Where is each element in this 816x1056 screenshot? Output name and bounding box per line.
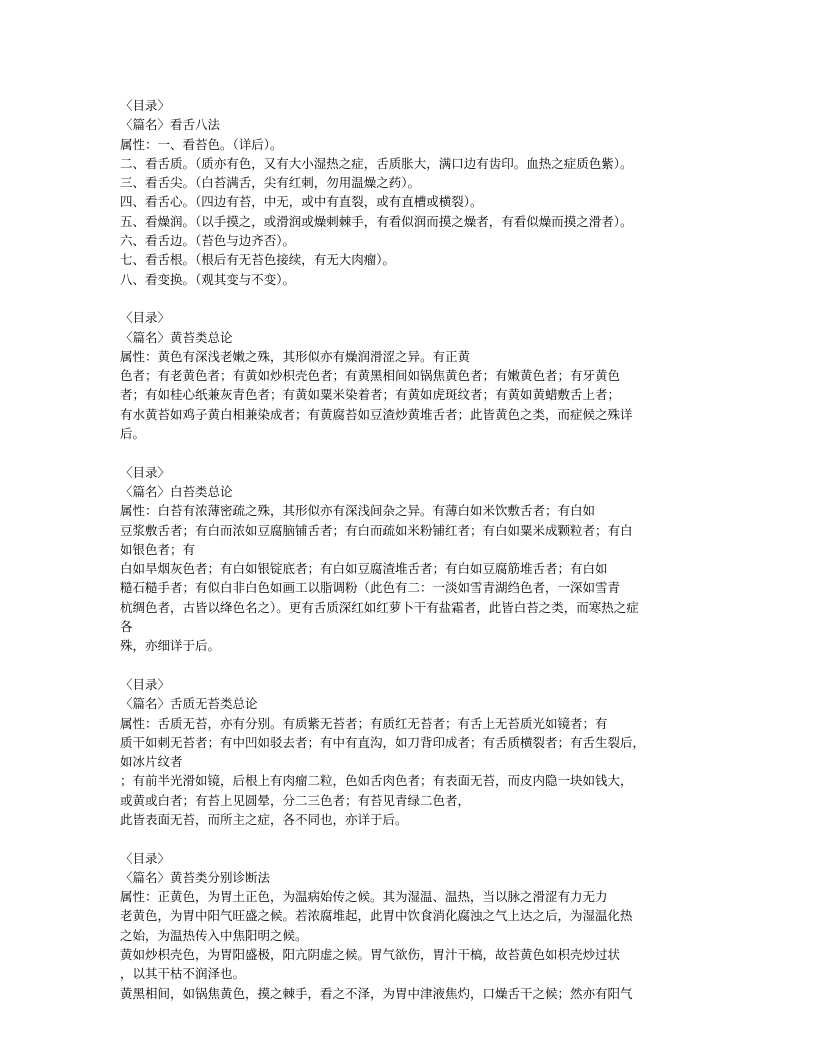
text-line: 此皆表面无苔，而所主之症，各不同也，亦详于后。 (120, 811, 408, 827)
text-line: 杭绸色者，古皆以绛色名之）。更有舌质深红如红萝卜干有盐霜者，此皆白苔之类，而寒热之症 (120, 599, 639, 615)
text-line: ，以其干枯不润泽也。 (120, 966, 246, 982)
text-line: 色者；有老黄色者；有黄如炒枳壳色者；有黄黑相间如锅焦黄色者；有嫩黄色者；有牙黄色 (120, 368, 621, 384)
text-line: 者；有如桂心纸兼灰青色者；有黄如粟米染着者；有黄如虎斑纹者；有黄如黄蜡敷舌上者； (120, 387, 621, 403)
text-line: 〈目录〉 (120, 850, 171, 866)
text-line: 〈篇名〉黄苔类总论 (120, 329, 233, 345)
text-line: 如冰片纹者 (120, 754, 183, 770)
text-line: 〈目录〉 (120, 464, 171, 480)
text-line: 豆浆敷舌者；有白而浓如豆腐脑铺舌者；有白而疏如米粉铺红者；有白如粟米成颗粒者；有白 (120, 522, 633, 538)
text-line: 黄黑相间，如锅焦黄色，摸之棘手，看之不泽，为胃中津液焦灼，口燥舌干之候；然亦有阳气 (120, 985, 633, 1001)
text-line: 〈篇名〉白苔类总论 (120, 483, 233, 499)
text-line: 〈目录〉 (120, 98, 171, 113)
text-line: 殊，亦细详于后。 (120, 638, 221, 654)
document-section (120, 463, 700, 656)
document-section (120, 849, 700, 1003)
text-line: 〈篇名〉看舌八法 (120, 117, 221, 133)
text-line: 七、看舌根。（根后有无苔色接续，有无大肉瘤）。 (120, 252, 396, 268)
text-line: 如银色者；有 (120, 541, 196, 557)
text-line: 属性：黄色有深浅老嫩之殊，其形似亦有燥润滑涩之异。有正黄 (120, 348, 471, 364)
text-line: 有水黄苔如鸡子黄白相兼染成者；有黄腐苔如豆渣炒黄堆舌者；此皆黄色之类，而症候之殊详 (120, 406, 633, 422)
text-line: 〈篇名〉黄苔类分别诊断法 (120, 869, 271, 885)
text-line: 黄如炒枳壳色，为胃阳盛极，阳亢阴虚之候。胃气欲伤，胃汁干槁，故苔黄色如枳壳炒过状 (120, 947, 621, 963)
document-section (120, 675, 700, 829)
text-line: 四、看舌心。（四边有苔，中无，或中有直裂，或有直槽或横裂）。 (120, 194, 483, 210)
text-line: 五、看燥润。（以手摸之，或滑润或燥刺棘手，有看似润而摸之燥者，有看似燥而摸之滑者）。 (120, 213, 633, 229)
text-line: 三、看舌尖。（白苔满舌，尖有红刺，勿用温燥之药）。 (120, 175, 421, 191)
text-line: 老黄色，为胃中阳气旺盛之候。若浓腐堆起，此胃中饮食消化腐浊之气上达之后，为湿温化热 (120, 908, 633, 924)
text-line: 〈目录〉 (120, 310, 171, 326)
text-line: 各 (120, 619, 133, 635)
text-line: 后。 (120, 426, 146, 442)
text-line: 〈篇名〉舌质无苔类总论 (120, 696, 258, 712)
text-line: 属性：正黄色，为胃土正色，为温病始传之候。其为湿温、温热，当以脉之滑涩有力无力 (120, 889, 608, 905)
text-line: 属性：白苔有浓薄密疏之殊，其形似亦有深浅间杂之异。有薄白如米饮敷舌者；有白如 (120, 503, 596, 519)
document-body (120, 96, 700, 1022)
text-line: 八、看变换。（观其变与不变）。 (120, 271, 296, 287)
text-line: 六、看舌边。（苔色与边齐否）。 (120, 233, 296, 249)
text-line: 质干如刺无苔者；有中凹如驳去者；有中有直沟，如刀背印成者；有舌质横裂者；有舌生裂后， (120, 734, 646, 750)
text-line: 属性：一、看苔色。（详后）。 (120, 136, 283, 152)
text-line: 〈目录〉 (120, 676, 171, 692)
text-line: ；有前半光滑如镜，后根上有肉瘤二粒，色如舌肉色者；有表面无苔，而皮内隐一块如钱大， (120, 773, 633, 789)
text-line: 之始，为温热传入中焦阳明之候。 (120, 927, 308, 943)
text-line: 二、看舌质。（质亦有色，又有大小湿热之症，舌质胀大，满口边有齿印。血热之症质色紫）。 (120, 155, 633, 171)
text-line: 属性：舌质无苔，亦有分别。有质紫无苔者；有质红无苔者；有舌上无苔质光如镜者；有 (120, 715, 608, 731)
document-section (120, 308, 700, 443)
text-line: 或黄或白者；有苔上见圆晕，分二三色者；有苔见青绿二色者， (120, 792, 471, 808)
text-line: 糙石糙手者；有似白非白色如画工以脂调粉（此色有二：一淡如雪青湖绉色者，一深如雪青 (120, 580, 621, 596)
text-line: 白如旱烟灰色者；有白如银锭底者；有白如豆腐渣堆舌者；有白如豆腐筋堆舌者；有白如 (120, 561, 608, 577)
document-section (120, 96, 700, 289)
